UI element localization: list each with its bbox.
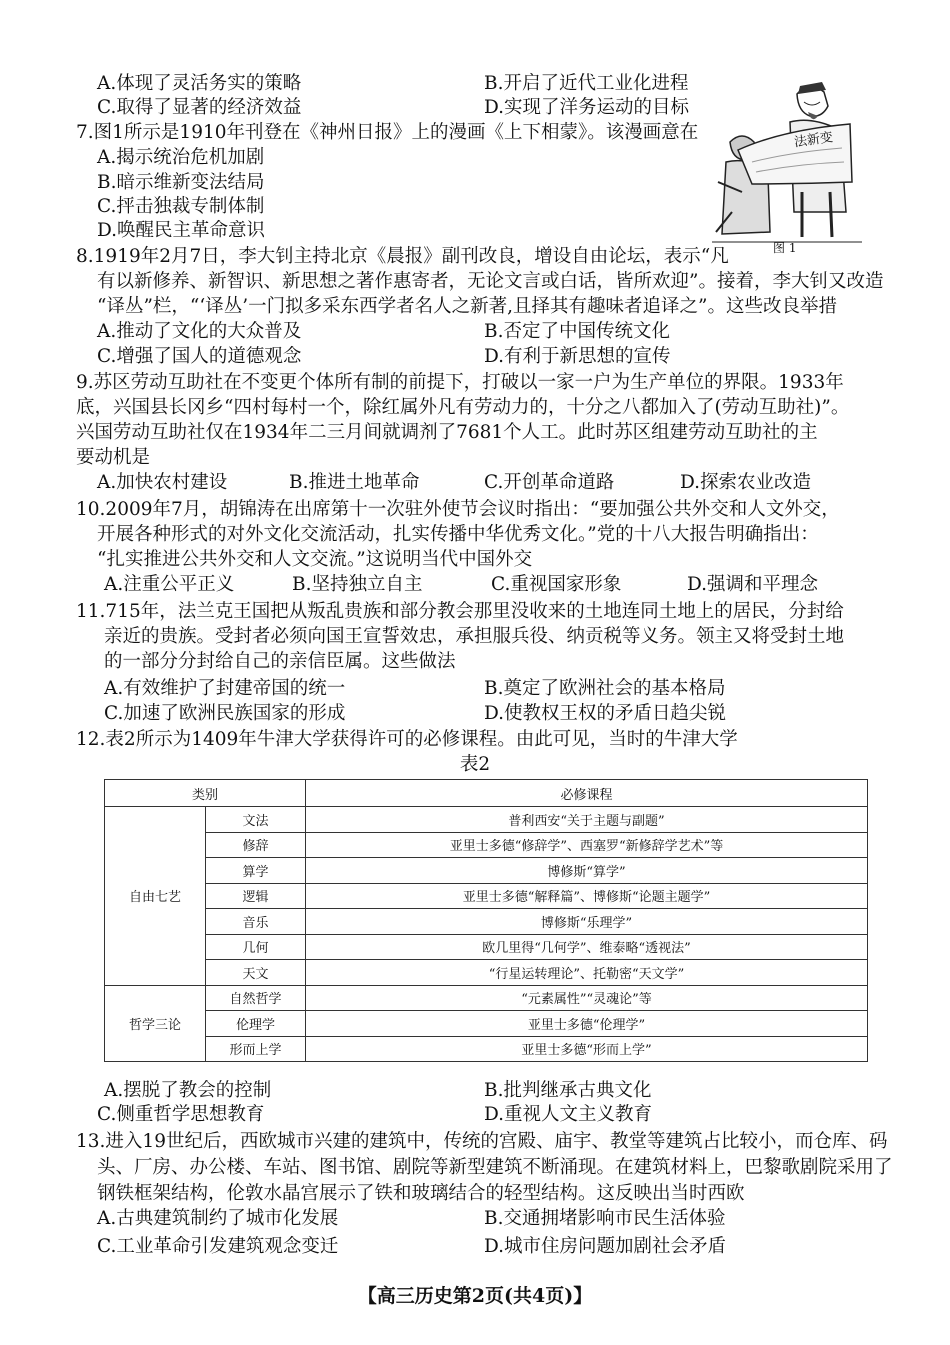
q6-option-d: D.实现了洋务运动的目标 — [484, 97, 690, 118]
q6-option-b: B.开启了近代工业化进程 — [484, 73, 689, 94]
q10-line-3: “扎实推进公共外交和人文交流。”这说明当代中国外交 — [97, 549, 533, 570]
q9-line-1: 9.苏区劳动互助社在不变更个体所有制的前提下，打破以一家一户为生产单位的界限。1933年 — [76, 372, 844, 393]
table-row — [105, 807, 868, 833]
table-row — [105, 1036, 868, 1062]
q7-option-b: B.暗示维新变法结局 — [97, 172, 265, 193]
q9-option-b: B.推进土地革命 — [289, 472, 420, 493]
q12-option-c: C.侧重哲学思想教育 — [97, 1104, 265, 1125]
q12-option-a: A.摆脱了教会的控制 — [104, 1080, 272, 1101]
q12-stem: 12.表2所示为1409年牛津大学获得许可的必修课程。由此可见，当时的牛津大学 — [76, 729, 738, 750]
q7-option-d: D.唤醒民主革命意识 — [97, 220, 266, 241]
figure-caption: 图 1 — [773, 241, 797, 255]
course-cell: 普利西安“关于主题与副题” — [306, 807, 868, 833]
table-row — [105, 934, 868, 960]
q6-option-a: A.体现了灵活务实的策略 — [97, 73, 302, 94]
q7-option-c: C.抨击独裁专制体制 — [97, 196, 265, 217]
q13-option-d: D.城市住房问题加剧社会矛盾 — [484, 1236, 727, 1257]
q11-option-d: D.使教权王权的矛盾日趋尖锐 — [484, 703, 727, 724]
q10-option-b: B.坚持独立自主 — [292, 574, 423, 595]
course-cell: “元素属性”“灵魂论”等 — [306, 985, 868, 1011]
subject-cell: 自然哲学 — [206, 985, 306, 1011]
subject-cell: 伦理学 — [206, 1011, 306, 1037]
table-row — [105, 832, 868, 858]
subject-cell: 形而上学 — [206, 1036, 306, 1062]
q11-option-a: A.有效维护了封建帝国的统一 — [104, 678, 346, 699]
course-cell: 欧几里得“几何学”、维泰略“透视法” — [306, 934, 868, 960]
q7-option-a: A.揭示统治危机加剧 — [97, 147, 265, 168]
subject-cell: 修辞 — [206, 832, 306, 858]
q10-option-a: A.注重公平正义 — [104, 574, 235, 595]
q13-line-3: 钢铁框架结构，伦敦水晶宫展示了铁和玻璃结合的轻型结构。这反映出当时西欧 — [97, 1183, 745, 1204]
q11-line-3: 的一部分分封给自己的亲信臣属。这些做法 — [104, 651, 456, 672]
course-cell: 亚里士多德“解释篇”、博修斯“论题主题学” — [306, 883, 868, 909]
q9-option-a: A.加快农村建设 — [97, 472, 228, 493]
q10-option-c: C.重视国家形象 — [491, 574, 622, 595]
course-cell: 亚里士多德“形而上学” — [306, 1036, 868, 1062]
table-row — [105, 883, 868, 909]
subject-cell: 算学 — [206, 858, 306, 884]
q8-option-b: B.否定了中国传统文化 — [484, 321, 670, 342]
table-title: 表2 — [459, 754, 491, 775]
header-courses: 必修课程 — [306, 780, 868, 807]
q9-line-2: 底，兴国县长冈乡“四村每村一个，除红属外凡有劳动力的，十分之八都加入了(劳动互助社)”。 — [76, 397, 850, 418]
q12-option-d: D.重视人文主义教育 — [484, 1104, 653, 1125]
q11-line-2: 亲近的贵族。受封者必须向国王宣誓效忠，承担服兵役、纳贡税等义务。领主又将受封土地 — [104, 626, 845, 647]
header-category: 类别 — [105, 780, 306, 807]
q13-line-2: 头、厂房、办公楼、车站、图书馆、剧院等新型建筑不断涌现。在建筑材料上，巴黎歌剧院采用了 — [97, 1157, 893, 1178]
table-row — [105, 985, 868, 1011]
q8-option-a: A.推动了文化的大众普及 — [97, 321, 302, 342]
cartoon-cloth-text: 法新变 — [793, 130, 834, 151]
table-row — [105, 858, 868, 884]
subject-cell: 音乐 — [206, 909, 306, 935]
course-cell: “行星运转理论”、托勒密“天文学” — [306, 960, 868, 986]
page-footer: 【高三历史第2页(共4页)】 — [357, 1285, 593, 1307]
cartoon-figure — [712, 72, 862, 252]
subject-cell: 文法 — [206, 807, 306, 833]
q9-option-d: D.探索农业改造 — [680, 472, 812, 493]
table-row — [105, 909, 868, 935]
q8-line-2: 有以新修养、新智识、新思想之著作惠寄者，无论文言或白话，皆所欢迎”。接着，李大钊又改造 — [97, 271, 884, 292]
subject-cell: 天文 — [206, 960, 306, 986]
q13-option-b: B.交通拥堵影响市民生活体验 — [484, 1208, 726, 1229]
q6-option-c: C.取得了显著的经济效益 — [97, 97, 302, 118]
q8-option-d: D.有利于新思想的宣传 — [484, 346, 671, 367]
q13-line-1: 13.进入19世纪后，西欧城市兴建的建筑中，传统的宫殿、庙宇、教堂等建筑占比较小，而仓库、码 — [76, 1131, 888, 1152]
course-table — [104, 779, 868, 1062]
table-row — [105, 1011, 868, 1037]
q13-option-c: C.工业革命引发建筑观念变迁 — [97, 1236, 339, 1257]
course-cell: 亚里士多德“伦理学” — [306, 1011, 868, 1037]
table-row — [105, 960, 868, 986]
q10-option-d: D.强调和平理念 — [687, 574, 819, 595]
subject-cell: 几何 — [206, 934, 306, 960]
q9-line-3: 兴国劳动互助社仅在1934年二三月间就调剂了7681个人工。此时苏区组建劳动互助社的主 — [76, 422, 818, 443]
q13-option-a: A.古典建筑制约了城市化发展 — [97, 1208, 339, 1229]
q11-option-c: C.加速了欧洲民族国家的形成 — [104, 703, 346, 724]
q8-line-1: 8.1919年2月7日，李大钊主持北京《晨报》副刊改良，增设自由论坛，表示“凡 — [76, 246, 729, 267]
table-header-row — [105, 780, 868, 807]
group-liberal-arts: 自由七艺 — [105, 807, 206, 986]
q8-line-3: “译丛”栏，“‘译丛’一门拟多采东西学者名人之新著,且择其有趣味者追译之”。这些改良举措 — [97, 296, 837, 317]
q12-option-b: B.批判继承古典文化 — [484, 1080, 652, 1101]
course-cell: 博修斯“乐理学” — [306, 909, 868, 935]
q9-option-c: C.开创革命道路 — [484, 472, 615, 493]
q11-option-b: B.奠定了欧洲社会的基本格局 — [484, 678, 726, 699]
course-cell: 亚里士多德“修辞学”、西塞罗“新修辞学艺术”等 — [306, 832, 868, 858]
q8-option-c: C.增强了国人的道德观念 — [97, 346, 302, 367]
q10-line-1: 10.2009年7月，胡锦涛在出席第十一次驻外使节会议时指出：“要加强公共外交和人文外交， — [76, 499, 840, 520]
q9-line-4: 要动机是 — [76, 447, 151, 468]
q7-stem: 7.图1所示是1910年刊登在《神州日报》上的漫画《上下相蒙》。该漫画意在 — [76, 122, 699, 143]
group-philosophy: 哲学三论 — [105, 985, 206, 1062]
q11-line-1: 11.715年，法兰克王国把从叛乱贵族和部分教会那里没收来的土地连同土地上的居民，分封给 — [76, 601, 844, 622]
course-cell: 博修斯“算学” — [306, 858, 868, 884]
subject-cell: 逻辑 — [206, 883, 306, 909]
q10-line-2: 开展各种形式的对外文化交流活动，扎实传播中华优秀文化。”党的十八大报告明确指出： — [97, 524, 819, 545]
